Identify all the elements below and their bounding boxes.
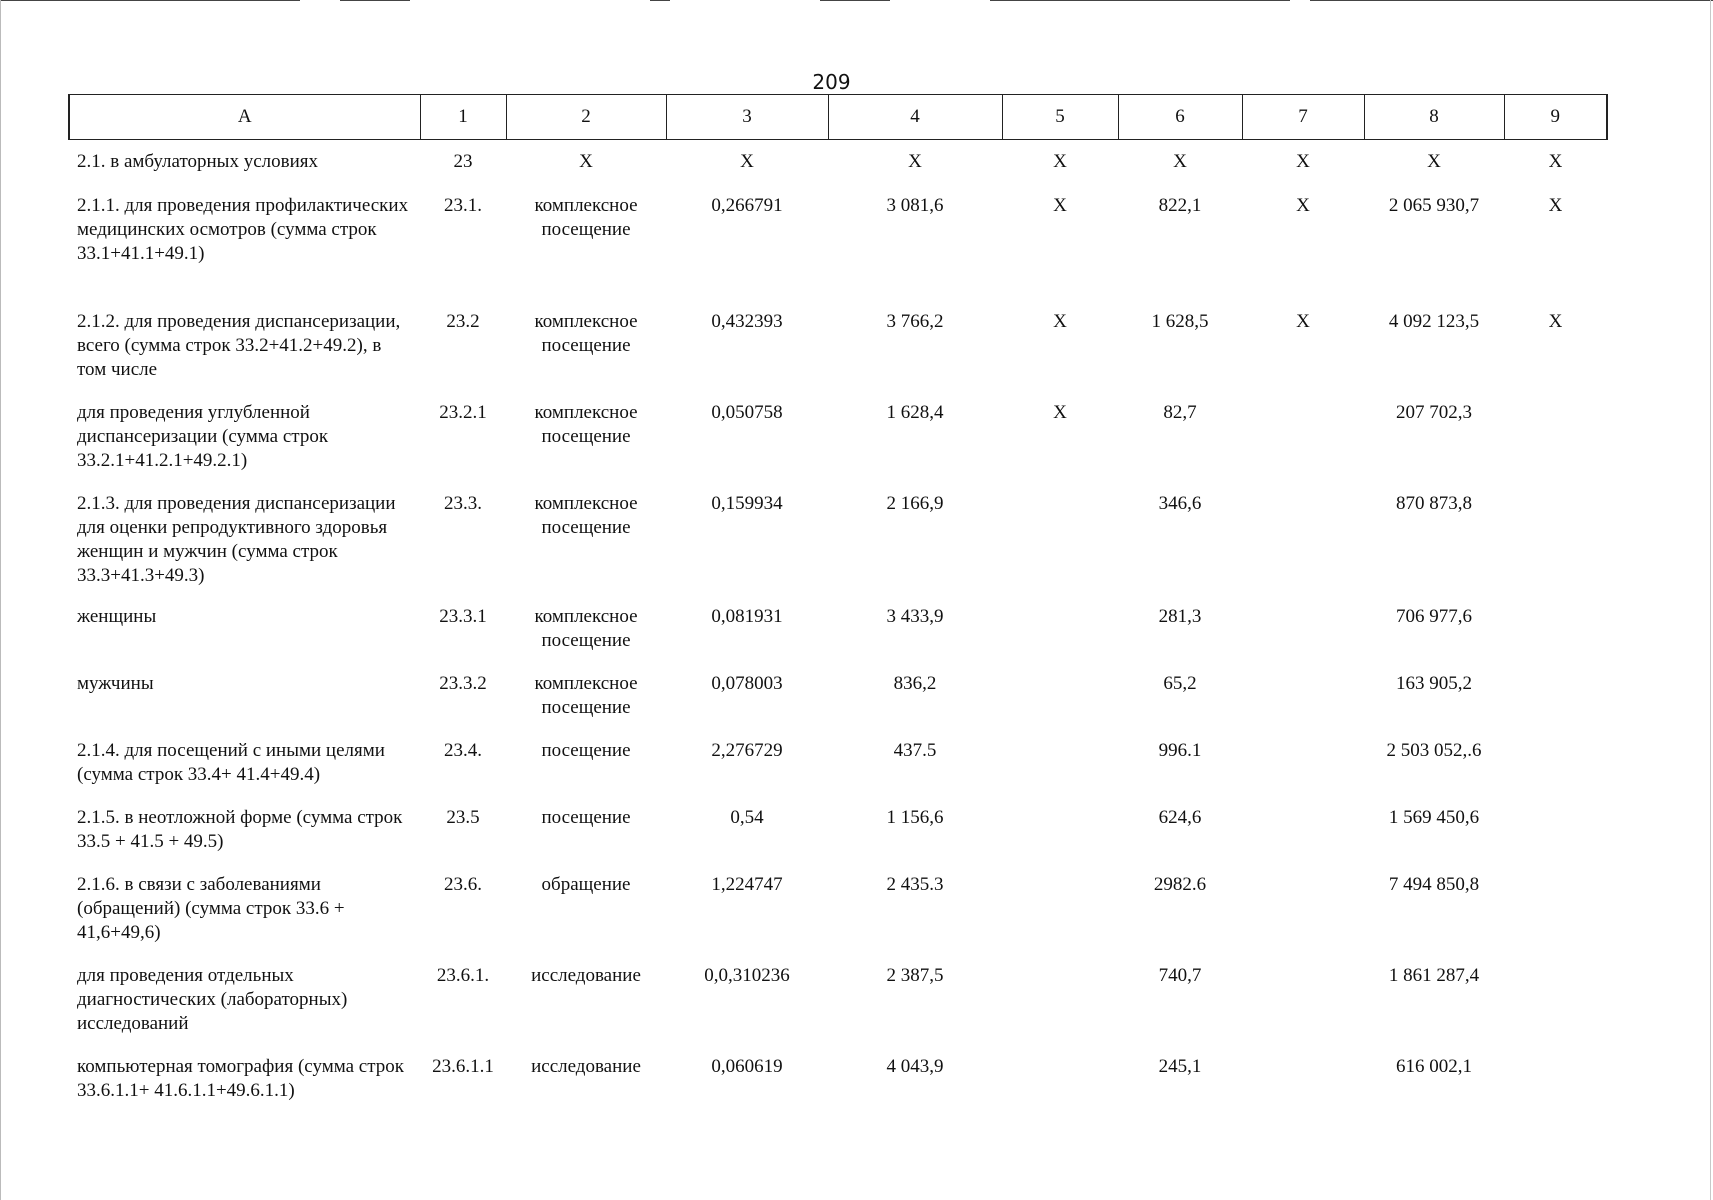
row-name: 2.1.4. для посещений с иными целями (сумма строк 33.4+ 41.4+49.4) [77,740,385,785]
row-name: компьютерная томография (сумма строк 33.6.1.1+ 41.6.1.1+49.6.1.1) [77,1056,404,1101]
cell-col4: 1 156,6 [886,807,944,828]
cell-col4: 2 435.3 [886,874,944,895]
table-row [69,387,1607,478]
cell-col3: 0,266791 [711,195,783,216]
cell-col8: 706 977,6 [1396,606,1472,627]
row-code: 23.6.1.1 [432,1056,494,1077]
page-number: 209 [812,70,851,94]
scan-edge-top [340,0,410,1]
row-code: 23.6.1. [436,965,490,986]
row-name: 2.1.3. для проведения диспансеризации для оценки репродуктивного здоровья женщин и мужчин (сумма строк 33.3+41.3+49.3) [77,493,396,586]
table-row [69,725,1607,792]
cell-col5 [1002,658,1118,725]
cell-col7 [1242,1041,1364,1108]
row-code: 23.2.1 [439,402,487,423]
table-row [69,859,1607,950]
scan-edge-left [0,0,1,1200]
cell-col3: 0,050758 [711,402,783,423]
cell-col7 [1242,859,1364,950]
table-row [69,950,1607,1041]
table-row [69,792,1607,859]
cell-col5: Х [1053,151,1067,172]
table-row [69,658,1607,725]
row-code: 23.1. [444,195,482,216]
cell-col8: 1 861 287,4 [1388,965,1480,986]
cell-col4: 3 766,2 [886,311,944,332]
cell-col7: Х [1296,311,1310,332]
table-header-row [69,95,1607,140]
row-code: 23.6. [444,874,482,895]
column-header: 1 [420,95,506,140]
row-name: для проведения отдельных диагностических (лабораторных) исследований [77,965,348,1034]
row-code: 23.3. [444,493,482,514]
row-unit: комплексное посещение [534,195,638,240]
row-unit: комплексное посещение [534,402,638,447]
cell-col6: 822,1 [1158,195,1202,216]
scan-edge-top [820,0,890,1]
row-code: 23.2 [446,311,480,332]
row-unit: комплексное посещение [534,311,638,356]
table-row [69,1041,1607,1108]
table-row [69,478,1607,591]
cell-col3: 0,432393 [711,311,783,332]
cell-col3: Х [740,151,754,172]
row-code: 23 [453,151,473,172]
cell-col9: Х [1548,311,1563,332]
table-row [69,296,1607,387]
cell-col8: 1 569 450,6 [1388,807,1480,828]
cell-col6: 624,6 [1158,807,1202,828]
cell-col7 [1242,725,1364,792]
cell-col7 [1242,478,1364,591]
row-unit: Х [579,151,593,172]
cell-col3: 0,078003 [711,673,783,694]
row-unit: комплексное посещение [534,493,638,538]
row-name: мужчины [77,673,154,694]
cell-col4: 3 081,6 [886,195,944,216]
cell-col9 [1504,859,1607,950]
cell-col4: 437.5 [893,740,937,761]
column-header: А [69,95,420,140]
cell-col8: 2 503 052,.6 [1386,740,1482,761]
cell-col6: 281,3 [1158,606,1202,627]
cell-col8: 2 065 930,7 [1388,195,1480,216]
cell-col3: 0,159934 [711,493,783,514]
column-header: 5 [1002,95,1118,140]
cell-col8: 616 002,1 [1396,1056,1472,1077]
cell-col5 [1002,725,1118,792]
cell-col3: 0,54 [730,807,764,828]
cell-col6: Х [1173,151,1187,172]
data-table [68,94,1608,1108]
cell-col5 [1002,859,1118,950]
column-header: 4 [828,95,1002,140]
row-unit: комплексное посещение [534,673,638,718]
cell-col7 [1242,658,1364,725]
cell-col9: Х [1548,195,1563,216]
cell-col9 [1504,792,1607,859]
cell-col8: 7 494 850,8 [1388,874,1480,895]
cell-col4: Х [908,151,922,172]
cell-col9: Х [1548,151,1563,172]
cell-col3: 0,060619 [711,1056,783,1077]
row-name: 2.1. в амбулаторных условиях [77,151,318,172]
cell-col5 [1002,1041,1118,1108]
column-header: 3 [666,95,828,140]
column-header: 9 [1504,95,1607,140]
cell-col3: 1,224747 [711,874,783,895]
cell-col5 [1002,792,1118,859]
cell-col6: 740,7 [1158,965,1202,986]
scan-edge-top [1310,0,1713,1]
row-unit: исследование [531,965,641,986]
cell-col5: Х [1053,402,1067,423]
cell-col9 [1504,1041,1607,1108]
row-name: 2.1.1. для проведения профилактических медицинских осмотров (сумма строк 33.1+41.1+49.1) [77,195,409,264]
column-header: 7 [1242,95,1364,140]
row-unit: посещение [541,740,631,761]
cell-col6: 82,7 [1163,402,1197,423]
cell-col8: 163 905,2 [1396,673,1472,694]
cell-col4: 3 433,9 [886,606,944,627]
cell-col9 [1504,950,1607,1041]
row-name: 2.1.6. в связи с заболеваниями (обращений) (сумма строк 33.6 + 41,6+49,6) [77,874,345,943]
cell-col9 [1504,658,1607,725]
table-row [69,591,1607,658]
scan-edge-right [1710,0,1711,1200]
row-unit: комплексное посещение [534,606,638,651]
column-header: 8 [1364,95,1504,140]
row-code: 23.3.2 [439,673,487,694]
cell-col3: 0,081931 [711,606,783,627]
cell-col6: 2982.6 [1153,874,1207,895]
row-unit: обращение [541,874,631,895]
cell-col7 [1242,950,1364,1041]
cell-col6: 1 628,5 [1151,311,1209,332]
row-name: 2.1.5. в неотложной форме (сумма строк 33.5 + 41.5 + 49.5) [77,807,403,852]
scan-edge-top [650,0,670,1]
cell-col9 [1504,387,1607,478]
cell-col4: 4 043,9 [886,1056,944,1077]
cell-col7: Х [1296,151,1310,172]
cell-col4: 1 628,4 [886,402,944,423]
cell-col7 [1242,591,1364,658]
row-code: 23.5 [446,807,480,828]
cell-col7 [1242,792,1364,859]
cell-col7: Х [1296,195,1310,216]
scan-edge-top [0,0,300,1]
row-name: женщины [77,606,157,627]
row-unit: исследование [531,1056,641,1077]
cell-col6: 996.1 [1158,740,1202,761]
cell-col8: 4 092 123,5 [1388,311,1480,332]
cell-col4: 836,2 [893,673,937,694]
cell-col9 [1504,725,1607,792]
cell-col5: Х [1053,195,1067,216]
column-header: 2 [506,95,666,140]
cell-col5 [1002,950,1118,1041]
cell-col4: 2 166,9 [886,493,944,514]
cell-col6: 346,6 [1158,493,1202,514]
scan-edge-top [990,0,1290,1]
cell-col5 [1002,478,1118,591]
cell-col3: 0,0,310236 [704,965,790,986]
row-code: 23.4. [444,740,482,761]
cell-col9 [1504,478,1607,591]
cell-col8: 207 702,3 [1396,402,1472,423]
cell-col9 [1504,591,1607,658]
cell-col8: 870 873,8 [1396,493,1472,514]
cell-col7 [1242,387,1364,478]
table-row [69,180,1607,296]
row-name: 2.1.2. для проведения диспансеризации, всего (сумма строк 33.2+41.2+49.2), в том числе [77,311,401,380]
cell-col4: 2 387,5 [886,965,944,986]
cell-col5: Х [1053,311,1067,332]
column-header: 6 [1118,95,1242,140]
table-row [69,140,1607,181]
cell-col5 [1002,591,1118,658]
row-name: для проведения углубленной диспансеризации (сумма строк 33.2.1+41.2.1+49.2.1) [77,402,329,471]
cell-col8: Х [1427,151,1441,172]
cell-col6: 245,1 [1158,1056,1202,1077]
cell-col3: 2,276729 [711,740,783,761]
row-code: 23.3.1 [439,606,487,627]
cell-col6: 65,2 [1163,673,1197,694]
row-unit: посещение [541,807,631,828]
